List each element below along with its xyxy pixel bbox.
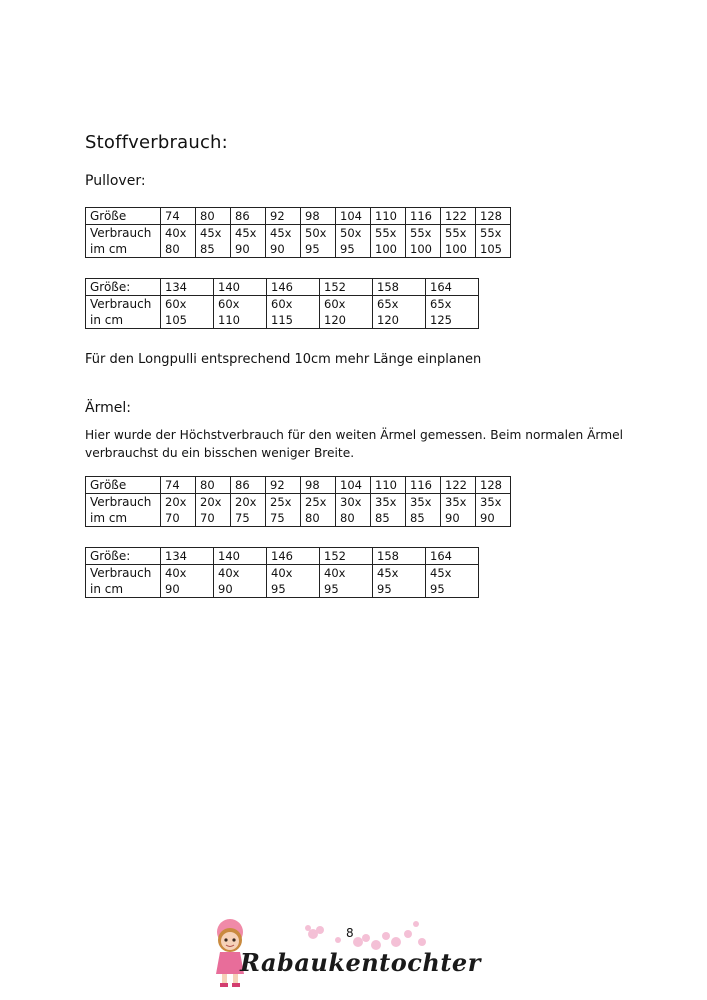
table-cell: 86 [231,208,266,225]
table-row [86,494,511,511]
table-row [86,548,479,565]
sleeve-heading: Ärmel: [85,400,131,416]
table-cell: 95 [320,581,373,598]
table-cell: 116 [406,477,441,494]
table-cell: 60x [320,296,373,313]
table-row [86,208,511,225]
table-cell: 92 [266,477,301,494]
table-cell: 20x [161,494,196,511]
table-cell: 45x [373,565,426,582]
row-label-cell: Verbrauch [86,565,161,582]
table-cell: 40x [320,565,373,582]
table-cell: 40x [267,565,320,582]
table-cell: 60x [214,296,267,313]
table-cell: 80 [301,510,336,527]
table-cell: 45x [266,225,301,242]
table-cell: 60x [161,296,214,313]
table-cell: 40x [161,225,196,242]
table-cell: 140 [214,548,267,565]
table-cell: 50x [336,225,371,242]
table-cell: 80 [196,477,231,494]
table-cell: 110 [371,208,406,225]
page-number: 8 [346,926,354,940]
table-cell: 40x [161,565,214,582]
table-cell: 120 [320,312,373,329]
table-cell: 70 [161,510,196,527]
table-cell: 90 [476,510,511,527]
table-cell: 55x [476,225,511,242]
pullover-size-table-2 [85,278,479,329]
table-cell: 60x [267,296,320,313]
table-cell: 75 [231,510,266,527]
table-cell: 100 [406,241,441,258]
table-cell: 74 [161,208,196,225]
table-cell: 134 [161,548,214,565]
table-cell: 115 [267,312,320,329]
table-cell: 105 [161,312,214,329]
table-cell: 128 [476,477,511,494]
table-cell: 25x [301,494,336,511]
table-cell: 98 [301,477,336,494]
table-cell: 98 [301,208,336,225]
sleeve-description: Hier wurde der Höchstverbrauch für den weiten Ärmel gemessen. Beim normalen Ärmel verbrauchst du ein bisschen weniger Breite. [85,428,623,460]
table-cell: 152 [320,548,373,565]
pullover-size-table-1 [85,207,511,258]
table-cell: 80 [161,241,196,258]
table-row [86,581,479,598]
table-cell: 110 [214,312,267,329]
table-cell: 75 [266,510,301,527]
table-cell: 55x [371,225,406,242]
table-cell: 164 [426,279,479,296]
table-cell: 85 [196,241,231,258]
table-cell: 45x [231,225,266,242]
row-label-cell: Größe: [86,548,161,565]
table-cell: 25x [266,494,301,511]
table-cell: 90 [161,581,214,598]
table-cell: 95 [426,581,479,598]
table-cell: 120 [373,312,426,329]
table-cell: 55x [406,225,441,242]
table-cell: 74 [161,477,196,494]
sleeve-size-table-1 [85,476,511,527]
sleeve-size-table-2 [85,547,479,598]
table-cell: 85 [406,510,441,527]
table-cell: 90 [231,241,266,258]
table-cell: 35x [441,494,476,511]
table-cell: 164 [426,548,479,565]
table-cell: 128 [476,208,511,225]
table-cell: 90 [441,510,476,527]
table-cell: 65x [373,296,426,313]
table-cell: 65x [426,296,479,313]
table-cell: 95 [301,241,336,258]
table-row [86,477,511,494]
table-cell: 45x [426,565,479,582]
table-cell: 105 [476,241,511,258]
table-cell: 92 [266,208,301,225]
table-cell: 122 [441,477,476,494]
table-cell: 30x [336,494,371,511]
row-label-cell: im cm [86,241,161,258]
row-label-cell: Größe [86,477,161,494]
table-row [86,312,479,329]
table-cell: 100 [441,241,476,258]
table-cell: 20x [231,494,266,511]
row-label-cell: Verbrauch [86,494,161,511]
table-cell: 104 [336,208,371,225]
table-cell: 95 [373,581,426,598]
table-cell: 40x [214,565,267,582]
table-cell: 35x [406,494,441,511]
table-row [86,296,479,313]
table-cell: 20x [196,494,231,511]
table-cell: 158 [373,548,426,565]
page-title: Stoffverbrauch: [85,132,228,153]
table-cell: 80 [196,208,231,225]
table-cell: 116 [406,208,441,225]
pullover-heading: Pullover: [85,173,146,189]
longpulli-note: Für den Longpulli entsprechend 10cm mehr Länge einplanen [85,352,482,367]
table-row [86,565,479,582]
table-row [86,510,511,527]
row-label-cell: in cm [86,312,161,329]
table-cell: 146 [267,279,320,296]
table-row [86,279,479,296]
table-cell: 86 [231,477,266,494]
row-label-cell: Verbrauch [86,296,161,313]
table-cell: 134 [161,279,214,296]
table-row [86,225,511,242]
table-cell: 104 [336,477,371,494]
table-cell: 158 [373,279,426,296]
brand-wordmark: Rabaukentochter [240,948,481,977]
table-cell: 45x [196,225,231,242]
table-cell: 70 [196,510,231,527]
table-row [86,241,511,258]
table-cell: 95 [336,241,371,258]
table-cell: 90 [214,581,267,598]
table-cell: 35x [476,494,511,511]
table-cell: 55x [441,225,476,242]
row-label-cell: im cm [86,510,161,527]
table-cell: 125 [426,312,479,329]
table-cell: 50x [301,225,336,242]
table-cell: 80 [336,510,371,527]
table-cell: 146 [267,548,320,565]
row-label-cell: in cm [86,581,161,598]
table-cell: 122 [441,208,476,225]
row-label-cell: Größe [86,208,161,225]
table-cell: 140 [214,279,267,296]
table-cell: 152 [320,279,373,296]
table-cell: 85 [371,510,406,527]
table-cell: 90 [266,241,301,258]
table-cell: 95 [267,581,320,598]
row-label-cell: Größe: [86,279,161,296]
table-cell: 35x [371,494,406,511]
row-label-cell: Verbrauch [86,225,161,242]
table-cell: 100 [371,241,406,258]
table-cell: 110 [371,477,406,494]
